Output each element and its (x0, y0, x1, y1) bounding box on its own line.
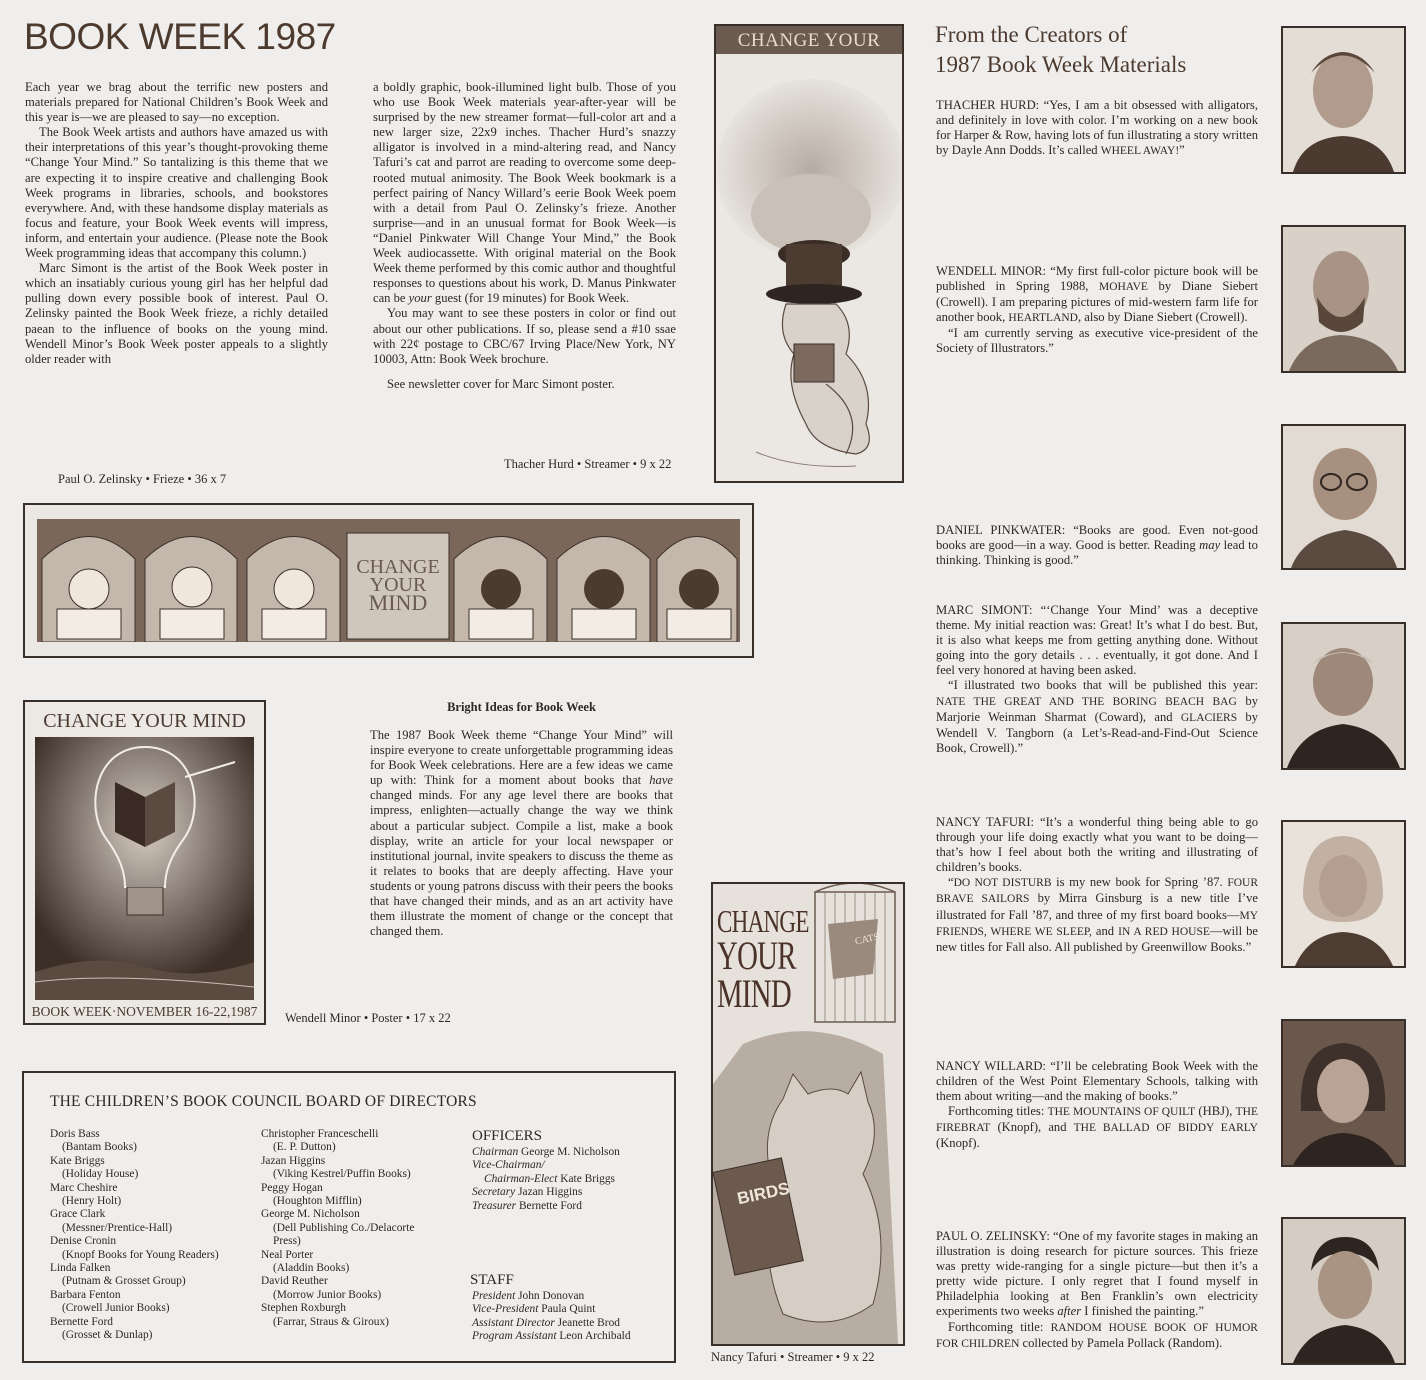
title-text: GLACIERS (1180, 711, 1238, 724)
tafuri-title-line: CHANGE (717, 903, 809, 939)
role-title: Assistant Director (472, 1316, 555, 1329)
frieze-title (347, 556, 449, 615)
minor-poster-image (23, 700, 266, 1025)
thacher-hurd-photo (1281, 26, 1406, 174)
marc-simont-photo (1281, 622, 1406, 770)
creators-title-line: 1987 Book Week Materials (935, 52, 1187, 77)
bright-ideas-title: Bright Ideas for Book Week (447, 700, 596, 714)
bio-paragraph: WENDELL MINOR: “My first full-color picture book will be published in Spring 1988, MOHAVE by Diane Siebert (Crowell). I am preparing pictures of mid-western farm life for another book, HEARTLAND, also by Diane Siebert (Crowell). (936, 264, 1259, 325)
board-member-name: Denise Cronin (50, 1235, 117, 1248)
board-member-name: Peggy Hogan (261, 1181, 323, 1194)
title-text: RANDOM HOUSE BOOK OF HUMOR FOR CHILDREN (936, 1321, 1258, 1350)
hurd-caption: Thacher Hurd • Streamer • 9 x 22 (504, 457, 672, 471)
board-member-publisher: (Knopf Books for Young Readers) (62, 1248, 219, 1261)
tafuri-caption: Nancy Tafuri • Streamer • 9 x 22 (711, 1350, 875, 1364)
intro-paragraph: The Book Week artists and authors have amazed us with their interpretations of this year’s thought-provoking theme “Change Your Mind.” So tantalizing is this theme that we are expecting it to inspire creative and challenging Book Week programs in libraries, schools, and bookstores everywhere. And, with these handsome display materials as focus and feature, your Book Week events will impress, inform, and entertain your audience. (Please note the Book Week programming ideas that accompany this column.) (25, 125, 328, 261)
tafuri-title-line: YOUR (717, 933, 796, 978)
minor-poster-title: CHANGE YOUR MIND (43, 710, 246, 732)
role-name: Kate Briggs (557, 1172, 615, 1185)
board-member-name: David Reuther (261, 1275, 328, 1288)
board-of-directors-box (22, 1071, 676, 1363)
role-title: Chairman (472, 1146, 519, 1158)
creators-title-line: From the Creators of (935, 22, 1128, 47)
frieze-title-line: MIND (368, 590, 428, 615)
title-text: THE MOUNTAINS OF QUILT (1047, 1106, 1196, 1119)
board-member-name: Neal Porter (261, 1248, 314, 1261)
board-member-publisher: (Putnam & Grosset Group) (62, 1275, 186, 1288)
board-member-name: Barbara Fenton (50, 1288, 121, 1301)
birds-book-label: BIRDS (735, 1178, 792, 1209)
board-member-publisher: (Bantam Books) (62, 1141, 137, 1154)
nancy-willard-photo (1281, 1019, 1406, 1167)
board-member-name: Stephen Roxburgh (261, 1302, 346, 1315)
role-line (472, 1173, 620, 1186)
title-text: after (1057, 1304, 1082, 1319)
newsletter-note: See newsletter cover for Marc Simont poster. (387, 376, 615, 391)
wendell-minor-photo (1281, 225, 1406, 373)
board-member-name: Bernette Ford (50, 1315, 113, 1328)
tafuri-streamer-image (711, 882, 905, 1346)
frieze-title-line: CHANGE (356, 556, 440, 578)
nancy-tafuri-photo (1281, 820, 1406, 968)
role-line (472, 1303, 631, 1316)
bio-paragraph: “DO NOT DISTURB is my new book for Spring ’87. FOUR BRAVE SAILORS by Mirra Ginsburg is a new title I’ve illustrated for Fall ’87, and three of my first board books—MY FRIENDS, WHERE WE SLEEP, and IN A RED HOUSE—will be new titles for Fall also. All published by Greenwillow Books.” (936, 875, 1259, 954)
role-line (472, 1159, 620, 1172)
page-title: BOOK WEEK 1987 (24, 16, 336, 57)
bio-paragraph: Forthcoming title: RANDOM HOUSE BOOK OF HUMOR FOR CHILDREN collected by Pamela Pollack (Random). (936, 1319, 1258, 1350)
role-line (472, 1200, 620, 1213)
role-title: Program Assistant (472, 1330, 557, 1343)
bio-nancy-willard (936, 1059, 1258, 1152)
board-member-name: Christopher Franceschelli (261, 1128, 379, 1140)
role-name: Paula Quint (538, 1303, 596, 1316)
role-line (472, 1290, 631, 1303)
cats-book-label: CATS (854, 931, 881, 948)
intro-column-2 (373, 80, 676, 392)
intro-paragraph: You may want to see these posters in color or find out about our other publications. If so, please send a #10 ssae with 22¢ postage to CBC/67 Irving Place/New York, NY 10003, Attn: Book Week brochure. (373, 306, 676, 366)
staff-list (472, 1290, 631, 1344)
title-text: THE FIREBRAT (936, 1106, 1258, 1135)
bio-paragraph: DANIEL PINKWATER: “Books are good. Even not-good books are good—in a way. Good is better. Reading may lead to thinking. Thinking is good.” (936, 523, 1258, 568)
paul-zelinsky-photo (1281, 1217, 1406, 1365)
bio-paragraph: THACHER HURD: “Yes, I am a bit obsessed with alligators, and definitely in love with color. I’m working on a new book for Harper & Row, having lots of fun illustrating a story written by Dayle Ann Dodds. It’s called WHEEL AWAY!” (936, 98, 1258, 158)
intro-paragraph: Marc Simont is the artist of the Book Week poster in which an insatiably curious young girl has her helpful dad pulling down every possible book of interest. Paul O. Zelinsky painted the Book Week frieze, a richly detailed paean to the influence of books on the young mind. Wendell Minor’s Book Week poster appeals to a slightly older reader with (25, 261, 328, 366)
tafuri-title-line: MIND (717, 971, 791, 1016)
bio-paragraph: NANCY TAFURI: “It’s a wonderful thing being able to go through your life doing exactly what you want to be doing—that’s how I feel about both the writing and illustrating of children’s books. (936, 815, 1258, 875)
role-line (472, 1186, 620, 1199)
bright-ideas-text (370, 728, 673, 939)
emphasis: your (408, 291, 432, 306)
title-text: FOUR BRAVE SAILORS (936, 877, 1258, 906)
staff-title: STAFF (470, 1272, 514, 1288)
daniel-pinkwater-photo (1281, 424, 1406, 570)
role-title: Secretary (472, 1186, 516, 1199)
bio-paragraph: PAUL O. ZELINSKY: “One of my favorite stages in making an illustration is doing research for picture sources. This frieze was pretty wide-ranging for a single picture—but then it’s a pretty wide picture. I only regret that I found myself in Philadelphia looking at Ben Franklin’s own electricity experiments two weeks after I finished the painting.” (936, 1229, 1258, 1319)
board-member-publisher: (Dell Publishing Co./Delacorte (273, 1221, 415, 1234)
title-text: NATE THE GREAT AND THE BORING BEACH BAG (936, 695, 1237, 708)
title-text: MOHAVE (1098, 281, 1148, 294)
bio-thacher-hurd (936, 98, 1258, 159)
board-member-publisher: (E. P. Dutton) (273, 1141, 336, 1154)
hurd-streamer-image (714, 24, 904, 483)
bio-paragraph: “I am currently serving as executive vice-president of the Society of Illustrators.” (936, 326, 1258, 356)
role-title: Chairman-Elect (484, 1172, 558, 1185)
bio-paragraph: MARC SIMONT: “‘Change Your Mind’ was a deceptive theme. My initial reaction was: Great! It’s what I do best. But, it is also what keeps me from getting anything done. Without going into the gory details . . . eventually, it got done. And I feel very honored at having been asked. (936, 603, 1258, 678)
minor-poster-footer: BOOK WEEK·NOVEMBER 16-22,1987 (31, 1004, 258, 1019)
board-member-name: Linda Falken (50, 1262, 111, 1275)
hurd-streamer-title: CHANGE YOUR (737, 30, 881, 51)
title-text: DO NOT DISTURB (953, 877, 1052, 890)
board-member-name: George M. Nicholson (261, 1208, 360, 1221)
role-title: President (472, 1290, 516, 1302)
bio-paragraph: NANCY WILLARD: “I’ll be celebrating Book Week with the children of the West Point Elementary Schools, talking with them about writing—and the making of books.” (936, 1059, 1258, 1104)
intro-paragraph: a boldly graphic, book-illumined light bulb. Those of you who use Book Week materials year-after-year will be surprised by the new streamer format—full-color art and a new larger size, 22x9 inches. Thacher Hurd’s snazzy alligator is involved in a mind-altering read, and Nancy Tafuri’s cat and parrot are reading to overcome some deep-rooted mutual animosity. The Book Week bookmark is a perfect pairing of Nancy Willard’s eerie Book Week poem with a detail from Paul O. Zelinsky’s frieze. Another surprise—and in an unusual format for Book Week—is “Daniel Pinkwater Will Change Your Mind,” the Book Week audiocassette. With original material on the Book Week theme performed by this comic author and thoughtful responses to questions about his work, D. Manus Pinkwater can be (373, 80, 676, 306)
frieze-image (23, 503, 754, 658)
board-member-publisher: (Aladdin Books) (273, 1262, 350, 1275)
role-name: Jeanette Brod (554, 1316, 620, 1329)
board-member-name: Doris Bass (50, 1128, 100, 1140)
role-title: Vice-Chairman/ (472, 1159, 545, 1172)
board-member-publisher: (Viking Kestrel/Puffin Books) (273, 1168, 411, 1181)
board-member-publisher: (Morrow Junior Books) (273, 1288, 382, 1301)
board-member-publisher: (Houghton Mifflin) (273, 1195, 362, 1208)
title-text: THE BALLAD OF BIDDY EARLY (1073, 1122, 1258, 1135)
officers-list (472, 1146, 620, 1213)
lightbulb-illustration (35, 737, 254, 1000)
bio-wendell-minor (936, 264, 1258, 357)
emphasis: have (649, 773, 673, 788)
role-name: George M. Nicholson (518, 1146, 620, 1158)
title-text: HEARTLAND (1008, 312, 1078, 325)
board-member-publisher: (Holiday House) (62, 1168, 139, 1181)
frieze-title-line: YOUR (369, 574, 427, 596)
bio-nancy-tafuri (936, 815, 1258, 955)
officers-title: OFFICERS (472, 1128, 543, 1144)
role-name: Jazan Higgins (515, 1186, 583, 1199)
role-title: Vice-President (472, 1303, 539, 1316)
bio-paragraph: Forthcoming titles: THE MOUNTAINS OF QUILT (HBJ), THE FIREBRAT (Knopf), and THE BALLAD OF BIDDY EARLY (Knopf). (936, 1104, 1258, 1151)
role-line (472, 1330, 631, 1343)
board-column-1 (50, 1128, 219, 1343)
board-member-name: Kate Briggs (50, 1154, 105, 1167)
board-member-publisher: (Crowell Junior Books) (62, 1302, 170, 1315)
title-text: IN A RED HOUSE (1118, 925, 1210, 938)
role-title: Treasurer (472, 1199, 517, 1212)
frieze-caption: Paul O. Zelinsky • Frieze • 36 x 7 (58, 472, 227, 486)
board-member-publisher: Press) (273, 1235, 301, 1248)
bio-daniel-pinkwater (936, 523, 1258, 568)
creators-title (935, 20, 1186, 80)
board-member-publisher: (Farrar, Straus & Giroux) (273, 1315, 389, 1328)
role-line (472, 1317, 631, 1330)
tafuri-streamer-title (717, 903, 809, 1016)
intro-column-1 (25, 80, 328, 367)
board-member-name: Jazan Higgins (261, 1154, 326, 1167)
board-title: THE CHILDREN’S BOOK COUNCIL BOARD OF DIRECTORS (50, 1093, 477, 1110)
board-member-publisher: (Messner/Prentice-Hall) (62, 1221, 173, 1234)
bio-paul-zelinsky (936, 1229, 1258, 1352)
intro-paragraph: Each year we brag about the terrific new posters and materials prepared for National Children’s Book Week and this year is—we are pleased to say—no exception. (25, 80, 328, 125)
role-name: Leon Archibald (556, 1330, 631, 1343)
board-member-publisher: (Grosset & Dunlap) (62, 1329, 153, 1342)
bio-marc-simont (936, 603, 1258, 756)
bright-ideas-paragraph: The 1987 Book Week theme “Change Your Mind” will inspire everyone to create unforgettable programming ideas for Book Week celebrations. Here are a few ideas we came up with: Think for a moment about books that (370, 728, 673, 788)
role-name: John Donovan (515, 1290, 585, 1302)
bright-ideas-paragraph: changed minds. For any age level there are books that impress, enlighten—actually change the way we think about a particular subject. Compile a list, make a book display, write an article for your local newspaper or institutional journal, invite speakers to discuss the theme as it relates to books that are deeply affecting. Have your students or young patrons discuss with their peers the books that have changed their minds, and as an art activity have them illustrate the moment of change or the concept that changed them. (370, 788, 673, 939)
minor-caption: Wendell Minor • Poster • 17 x 22 (285, 1011, 451, 1025)
title-text: WHEEL AWAY! (1100, 145, 1180, 158)
role-line (472, 1146, 620, 1159)
board-column-2 (261, 1128, 414, 1329)
alligator-illustration (716, 54, 902, 481)
board-member-name: Marc Cheshire (50, 1181, 118, 1194)
bio-paragraph: “I illustrated two books that will be published this year: NATE THE GREAT AND THE BORING BEACH BAG by Marjorie Weinman Sharmat (Coward), and GLACIERS by Wendell V. Tangborn (a Let’s-Read-and-Find-Out Science Book, Crowell).” (936, 678, 1258, 755)
board-member-publisher: (Henry Holt) (62, 1195, 122, 1208)
role-name: Bernette Ford (516, 1199, 582, 1212)
intro-paragraph-end: guest (for 19 minutes) for Book Week. (431, 291, 630, 306)
title-text: MY FRIENDS, WHERE WE SLEEP, (936, 909, 1258, 938)
title-text: may (1199, 538, 1221, 553)
board-member-name: Grace Clark (50, 1208, 106, 1221)
